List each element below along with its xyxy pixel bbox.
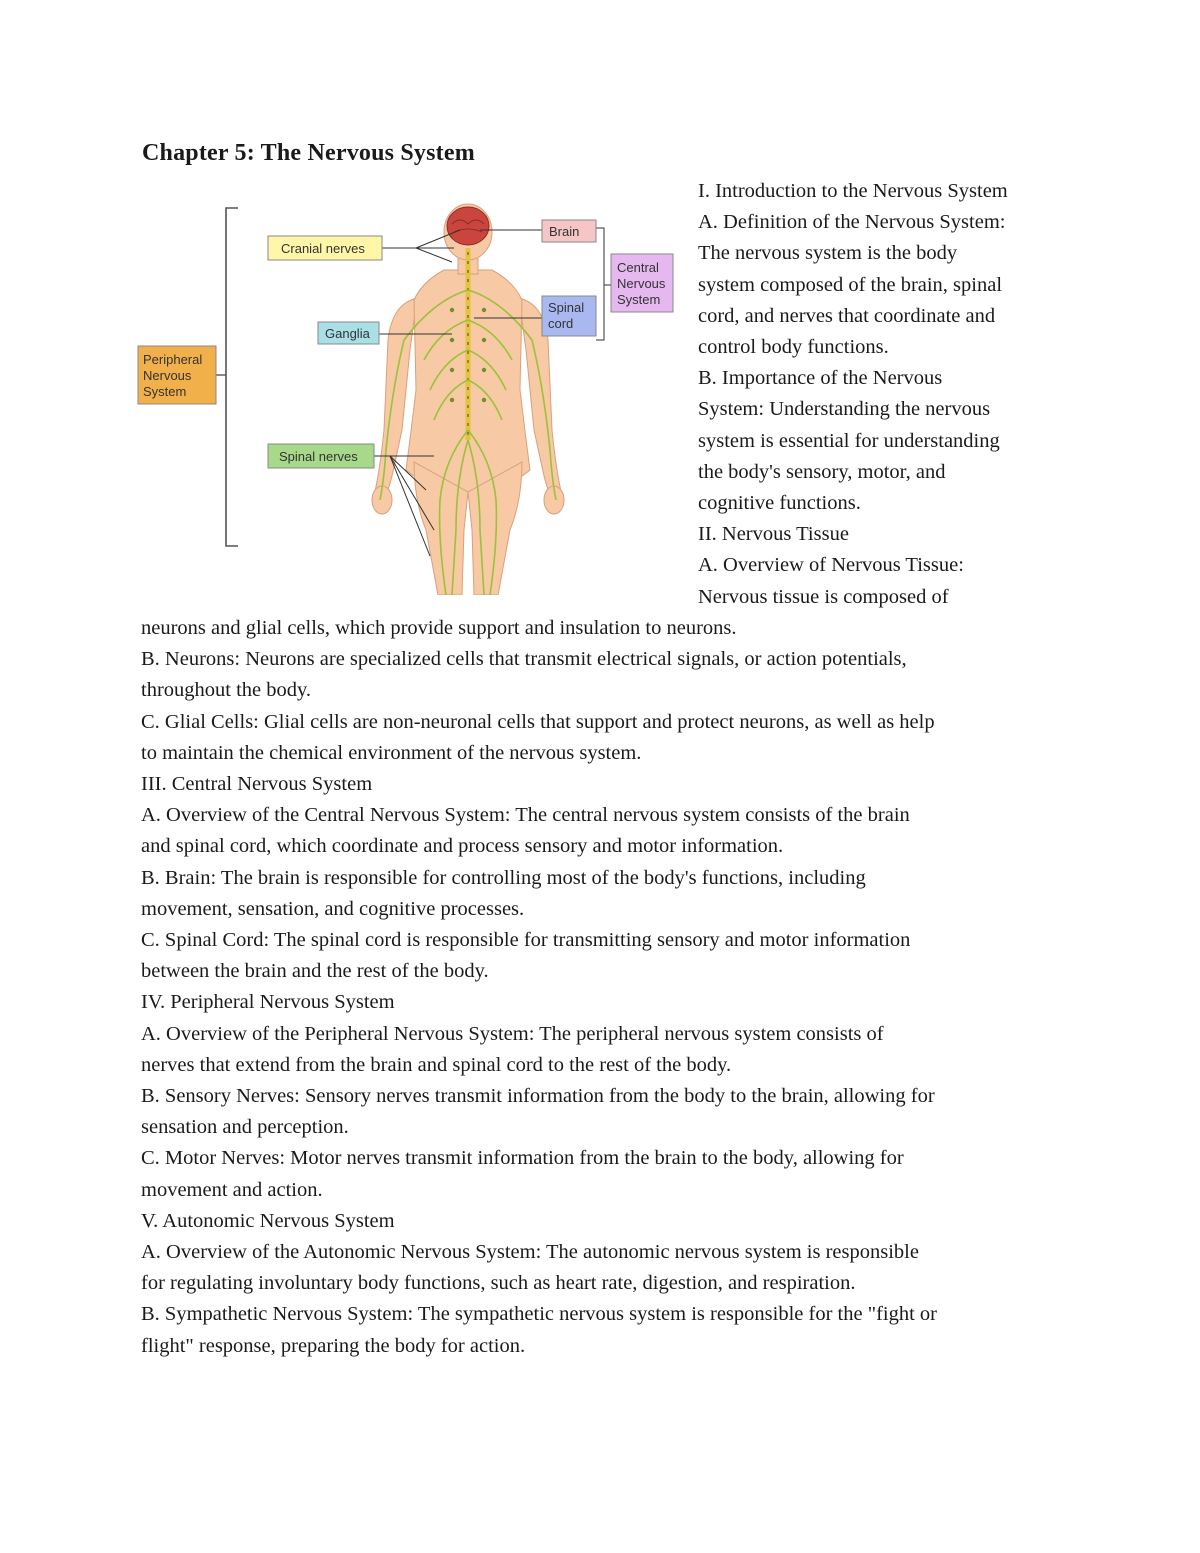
text-line: sensation and perception. xyxy=(141,1116,349,1139)
pns-bracket xyxy=(226,208,238,546)
text-line: and spinal cord, which coordinate and process sensory and motor information. xyxy=(141,835,784,858)
text-line: nerves that extend from the brain and spinal cord to the rest of the body. xyxy=(141,1053,732,1076)
brain-icon xyxy=(447,207,489,245)
pns-label-line1: Peripheral xyxy=(143,352,203,367)
page-title: Chapter 5: The Nervous System xyxy=(142,140,475,166)
text-line: V. Autonomic Nervous System xyxy=(141,1209,395,1232)
text-line: cord, and nerves that coordinate and xyxy=(698,304,996,327)
cns-label-line2: Nervous xyxy=(617,276,666,291)
cns-label-line3: System xyxy=(617,292,661,307)
pns-label-line3: System xyxy=(143,384,187,399)
text-line: B. Brain: The brain is responsible for controlling most of the body's functions, including xyxy=(141,866,866,889)
text-line: A. Overview of Nervous Tissue: xyxy=(698,554,964,577)
body-text xyxy=(141,613,1071,1362)
text-line: B. Sympathetic Nervous System: The sympathetic nervous system is responsible for the "fight or xyxy=(141,1303,937,1326)
text-line: The nervous system is the body xyxy=(698,242,958,265)
text-line: cognitive functions. xyxy=(698,492,861,515)
text-line: system composed of the brain, spinal xyxy=(698,273,1003,296)
ganglia-label: Ganglia xyxy=(325,326,370,341)
spinal-cord-label-line1: Spinal xyxy=(548,300,585,315)
text-line: C. Spinal Cord: The spinal cord is responsible for transmitting sensory and motor information xyxy=(141,929,911,952)
text-line: II. Nervous Tissue xyxy=(698,523,849,546)
text-line: flight" response, preparing the body for action. xyxy=(141,1334,526,1357)
text-line: control body functions. xyxy=(698,336,889,359)
spinal-nerves-label: Spinal nerves xyxy=(279,449,358,464)
text-line: neurons and glial cells, which provide support and insulation to neurons. xyxy=(141,617,737,639)
text-line: system is essential for understanding xyxy=(698,429,1000,452)
text-line: I. Introduction to the Nervous System xyxy=(698,180,1008,202)
text-line: A. Definition of the Nervous System: xyxy=(698,211,1006,234)
text-line: movement and action. xyxy=(141,1178,323,1201)
intro-text-column xyxy=(698,176,1068,613)
text-line: B. Neurons: Neurons are specialized cells that transmit electrical signals, or action potentials, xyxy=(141,648,907,671)
pns-label-line2: Nervous xyxy=(143,368,192,383)
text-line: System: Understanding the nervous xyxy=(698,398,991,421)
text-line: to maintain the chemical environment of the nervous system. xyxy=(141,741,642,764)
text-line: C. Glial Cells: Glial cells are non-neuronal cells that support and protect neurons, as well as help xyxy=(141,710,935,733)
text-line: B. Sensory Nerves: Sensory nerves transmit information from the body to the brain, allowing for xyxy=(141,1085,935,1108)
text-line: IV. Peripheral Nervous System xyxy=(141,991,395,1014)
cranial-nerves-label: Cranial nerves xyxy=(281,241,365,256)
text-line: the body's sensory, motor, and xyxy=(698,460,946,483)
text-line: A. Overview of the Central Nervous System: The central nervous system consists of the brain xyxy=(141,804,910,827)
text-line: C. Motor Nerves: Motor nerves transmit information from the brain to the body, allowing for xyxy=(141,1147,904,1170)
text-line: throughout the body. xyxy=(141,679,312,702)
text-line: between the brain and the rest of the body. xyxy=(141,960,489,983)
cns-label-line1: Central xyxy=(617,260,659,275)
text-line: B. Importance of the Nervous xyxy=(698,367,943,390)
text-line: for regulating involuntary body functions, such as heart rate, digestion, and respiration. xyxy=(141,1272,856,1295)
text-line: Nervous tissue is composed of xyxy=(698,585,949,608)
nervous-system-diagram xyxy=(134,200,682,595)
text-line: III. Central Nervous System xyxy=(141,773,373,796)
text-line: A. Overview of the Peripheral Nervous System: The peripheral nervous system consists of xyxy=(141,1022,884,1045)
text-line: movement, sensation, and cognitive processes. xyxy=(141,897,525,920)
spinal-cord-label-line2: cord xyxy=(548,316,574,331)
text-line: A. Overview of the Autonomic Nervous System: The autonomic nervous system is responsible xyxy=(141,1241,919,1264)
brain-label: Brain xyxy=(549,224,580,239)
human-body-illustration xyxy=(372,204,564,595)
